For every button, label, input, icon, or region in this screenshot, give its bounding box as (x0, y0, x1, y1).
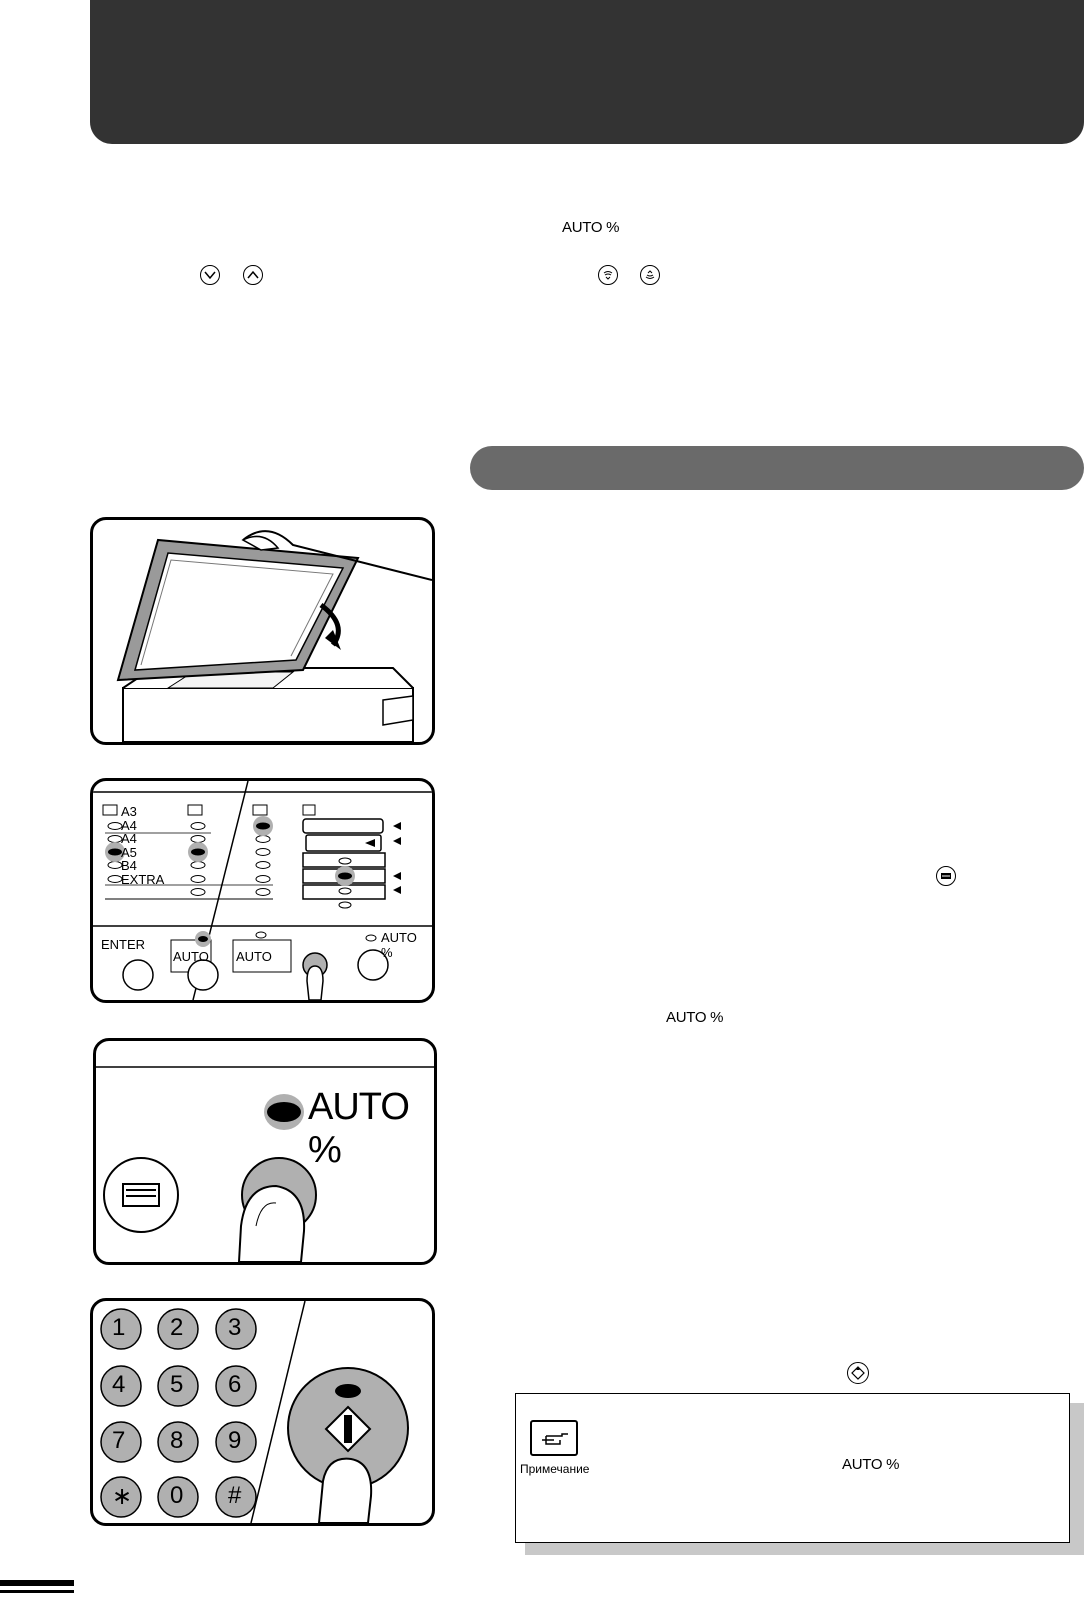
illustration-paper-select-panel (90, 778, 435, 1003)
key-star: ∗ (112, 1483, 133, 1510)
key-7: 7 (112, 1427, 126, 1454)
enter-label: ENTER (101, 937, 146, 952)
key-1: 1 (112, 1314, 126, 1341)
illustration-cover-open (90, 517, 435, 745)
bottom-rule-thin (0, 1590, 74, 1593)
key-8: 8 (170, 1427, 184, 1454)
auto-percent-big-label: AUTO % (308, 1086, 409, 1171)
paper-size-a3: A3 (121, 804, 137, 819)
auto-label-1: AUTO (173, 949, 209, 964)
lighter-icon (598, 265, 618, 285)
note-hand-icon (530, 1420, 578, 1456)
note-caption: Примечание (520, 1462, 590, 1476)
paper-size-a4: A4 (121, 817, 137, 833)
key-0: 0 (170, 1482, 184, 1509)
illustration-auto-percent-button (93, 1038, 437, 1265)
start-icon (847, 1362, 869, 1384)
darker-icon (640, 265, 660, 285)
key-6: 6 (228, 1371, 242, 1398)
illustration-keypad-start (90, 1298, 435, 1526)
key-9: 9 (228, 1427, 242, 1454)
key-5: 5 (170, 1371, 184, 1398)
paper-size-list (121, 805, 164, 886)
paper-select-icon (936, 866, 956, 886)
auto-percent-label-note: AUTO % (842, 1456, 900, 1473)
paper-size-b4: B4 (121, 858, 137, 873)
auto-percent-label-mid: AUTO % (666, 1009, 724, 1026)
key-3: 3 (228, 1314, 242, 1341)
key-hash: # (228, 1482, 242, 1509)
key-4: 4 (112, 1371, 126, 1398)
arrow-down-icon (200, 265, 220, 285)
auto-percent-label-top: AUTO % (562, 219, 620, 236)
note-box (515, 1393, 1070, 1543)
key-2: 2 (170, 1314, 184, 1341)
section-bar (470, 446, 1084, 490)
bottom-rule-thick (0, 1580, 74, 1586)
paper-size-extra: EXTRA (121, 871, 165, 887)
auto-percent-small-label: AUTO % (381, 930, 417, 960)
paper-size-a5: A5 (121, 844, 137, 860)
header-banner (90, 0, 1084, 144)
auto-label-2: AUTO (236, 949, 272, 964)
keypad (93, 1301, 263, 1523)
paper-size-a4r: A4 (121, 831, 137, 846)
arrow-up-icon (243, 265, 263, 285)
